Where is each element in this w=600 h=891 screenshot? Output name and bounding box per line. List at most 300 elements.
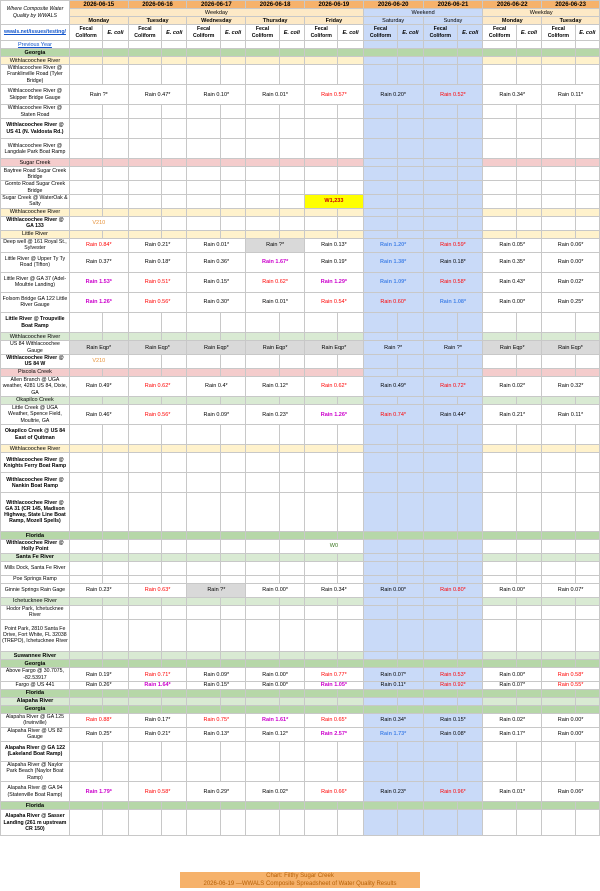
empty-cell	[69, 575, 102, 583]
empty-cell	[246, 652, 279, 660]
empty-cell	[162, 105, 187, 119]
empty-cell	[103, 159, 128, 167]
empty-cell	[69, 181, 102, 195]
empty-cell	[220, 689, 245, 697]
empty-cell	[103, 167, 128, 181]
rain-reading: Rain 1.29*	[305, 272, 364, 292]
rain-reading: Rain 0.96*	[423, 781, 483, 801]
empty-cell	[246, 445, 279, 453]
rain-reading: Rain 0.53*	[423, 668, 483, 682]
rain-reading: Rain 0.71*	[128, 668, 187, 682]
date-header: 2026-06-20	[363, 1, 423, 9]
empty-cell	[483, 689, 516, 697]
empty-cell	[516, 105, 541, 119]
empty-cell	[162, 181, 187, 195]
empty-cell	[128, 354, 161, 368]
rain-reading: Rain 0.32*	[542, 376, 600, 396]
empty-cell	[398, 333, 423, 341]
empty-cell	[423, 167, 457, 181]
empty-cell	[516, 368, 541, 376]
rain-reading: Rain 0.66*	[305, 781, 364, 801]
empty-cell	[483, 181, 516, 195]
rain-reading: Rain 0.21*	[483, 404, 542, 424]
rain-reading: Rain 0.54*	[305, 292, 364, 312]
empty-cell	[516, 445, 541, 453]
empty-cell	[483, 553, 516, 561]
empty-cell	[279, 473, 304, 493]
empty-cell	[575, 473, 599, 493]
empty-cell	[363, 741, 397, 761]
empty-cell	[458, 119, 483, 139]
waterbody-label: Little River	[1, 230, 70, 238]
empty-cell	[398, 741, 423, 761]
wwals-testing-link[interactable]: wwals.net/issues/testing/	[1, 25, 70, 41]
empty-cell	[398, 660, 423, 668]
empty-cell	[128, 195, 161, 209]
rain-reading: Rain Eqp*	[305, 341, 364, 355]
empty-cell	[483, 619, 516, 652]
empty-cell	[128, 553, 161, 561]
empty-cell	[220, 697, 245, 705]
empty-cell	[398, 425, 423, 445]
empty-cell	[338, 575, 363, 583]
empty-cell	[69, 65, 102, 85]
empty-cell	[423, 810, 457, 836]
empty-cell	[162, 159, 187, 167]
empty-cell	[305, 689, 338, 697]
empty-cell	[279, 105, 304, 119]
empty-cell	[162, 532, 187, 540]
empty-cell	[305, 453, 338, 473]
empty-cell	[458, 761, 483, 781]
rain-reading: Rain 0.46*	[69, 404, 128, 424]
rain-reading: Rain 0.77*	[305, 668, 364, 682]
empty-cell	[305, 425, 338, 445]
empty-cell	[220, 333, 245, 341]
empty-cell	[305, 761, 338, 781]
empty-cell	[220, 65, 245, 85]
empty-cell	[103, 660, 128, 668]
empty-cell	[187, 208, 220, 216]
empty-cell	[103, 532, 128, 540]
empty-cell	[516, 741, 541, 761]
empty-cell	[398, 575, 423, 583]
empty-cell	[458, 810, 483, 836]
empty-cell	[483, 57, 516, 65]
empty-cell	[338, 425, 363, 445]
empty-cell	[162, 313, 187, 333]
empty-cell	[398, 49, 423, 57]
rain-reading: Rain Eqp*	[483, 341, 542, 355]
rain-reading: Rain 1.79*	[69, 781, 128, 801]
empty-cell	[103, 575, 128, 583]
empty-cell	[187, 802, 220, 810]
empty-cell	[187, 597, 220, 605]
rain-reading: Rain Eqp*	[128, 341, 187, 355]
empty-cell	[516, 216, 541, 230]
empty-cell	[69, 532, 102, 540]
empty-cell	[69, 493, 102, 532]
empty-cell	[103, 705, 128, 713]
empty-cell	[483, 532, 516, 540]
empty-cell	[423, 396, 457, 404]
empty-cell	[363, 313, 397, 333]
empty-cell	[220, 453, 245, 473]
empty-cell	[220, 49, 245, 57]
empty-cell	[516, 354, 541, 368]
empty-cell	[69, 741, 102, 761]
site-label: Mills Dock, Santa Fe River	[1, 561, 70, 575]
empty-cell	[423, 354, 457, 368]
fecal-coliform-header: Fecal Coliform	[423, 25, 457, 41]
empty-cell	[398, 41, 423, 49]
empty-cell	[103, 333, 128, 341]
empty-cell	[162, 660, 187, 668]
day-header: Friday	[305, 17, 364, 25]
empty-cell	[187, 453, 220, 473]
empty-cell	[423, 333, 457, 341]
empty-cell	[279, 195, 304, 209]
empty-cell	[305, 810, 338, 836]
empty-cell	[103, 453, 128, 473]
empty-cell	[423, 453, 457, 473]
empty-cell	[305, 333, 338, 341]
site-label: Alapaha River @ GA 125 (Irwinville)	[1, 713, 70, 727]
empty-cell	[128, 660, 161, 668]
empty-cell	[220, 167, 245, 181]
empty-cell	[542, 41, 575, 49]
date-header: 2026-06-23	[542, 1, 600, 9]
fecal-coliform-header: Fecal Coliform	[69, 25, 102, 41]
empty-cell	[128, 159, 161, 167]
empty-cell	[187, 605, 220, 619]
empty-cell	[542, 195, 575, 209]
rain-reading: Rain 0.84*	[69, 238, 128, 252]
empty-cell	[220, 208, 245, 216]
region-label: Florida	[1, 532, 70, 540]
rain-reading: Rain Eqp*	[246, 341, 305, 355]
empty-cell	[398, 605, 423, 619]
empty-cell	[458, 139, 483, 159]
rain-reading: Rain 0.17*	[128, 713, 187, 727]
empty-cell	[458, 532, 483, 540]
empty-cell	[103, 368, 128, 376]
rain-reading: Rain Eqp*	[69, 341, 128, 355]
empty-cell	[305, 139, 338, 159]
empty-cell	[69, 605, 102, 619]
empty-cell	[516, 705, 541, 713]
empty-cell	[575, 619, 599, 652]
empty-cell	[363, 493, 397, 532]
empty-cell	[279, 553, 304, 561]
empty-cell	[162, 65, 187, 85]
empty-cell	[423, 553, 457, 561]
empty-cell	[187, 159, 220, 167]
empty-cell	[363, 453, 397, 473]
empty-cell	[423, 445, 457, 453]
empty-cell	[162, 705, 187, 713]
rain-reading: Rain 0.19*	[305, 252, 364, 272]
empty-cell	[69, 49, 102, 57]
empty-cell	[483, 49, 516, 57]
empty-cell	[363, 445, 397, 453]
ecoli-header: E. coli	[398, 25, 423, 41]
day-header: Wednesday	[187, 17, 246, 25]
empty-cell	[305, 368, 338, 376]
site-label: Alapaha River @ GA 122 (Lakeland Boat Ramp)	[1, 741, 70, 761]
empty-cell	[575, 597, 599, 605]
empty-cell	[69, 705, 102, 713]
empty-cell	[575, 561, 599, 575]
empty-cell	[363, 208, 397, 216]
empty-cell	[69, 697, 102, 705]
empty-cell	[103, 425, 128, 445]
ecoli-header: E. coli	[575, 25, 599, 41]
weekend-label: Weekend	[363, 9, 483, 17]
empty-cell	[246, 575, 279, 583]
empty-cell	[187, 368, 220, 376]
empty-cell	[220, 425, 245, 445]
empty-cell	[220, 368, 245, 376]
day-header: Monday	[483, 17, 542, 25]
empty-cell	[246, 605, 279, 619]
empty-cell	[128, 167, 161, 181]
empty-cell	[458, 208, 483, 216]
empty-cell	[575, 230, 599, 238]
empty-cell	[305, 57, 338, 65]
empty-cell	[128, 208, 161, 216]
rain-reading: Rain 0.11*	[542, 404, 600, 424]
empty-cell	[575, 208, 599, 216]
empty-cell	[246, 230, 279, 238]
empty-cell	[246, 540, 279, 554]
empty-cell	[363, 619, 397, 652]
empty-cell	[398, 561, 423, 575]
empty-cell	[128, 697, 161, 705]
waterbody-label: Alapaha River	[1, 697, 70, 705]
empty-cell	[246, 41, 279, 49]
empty-cell	[398, 761, 423, 781]
empty-cell	[187, 553, 220, 561]
empty-cell	[338, 368, 363, 376]
empty-cell	[338, 697, 363, 705]
empty-cell	[246, 741, 279, 761]
empty-cell	[220, 57, 245, 65]
empty-cell	[423, 208, 457, 216]
empty-cell	[516, 689, 541, 697]
rain-reading: Rain 0.05*	[483, 238, 542, 252]
empty-cell	[423, 195, 457, 209]
empty-cell	[338, 105, 363, 119]
empty-cell	[69, 561, 102, 575]
empty-cell	[338, 230, 363, 238]
empty-cell	[423, 561, 457, 575]
empty-cell	[69, 368, 102, 376]
empty-cell	[69, 660, 102, 668]
empty-cell	[542, 445, 575, 453]
empty-cell	[458, 159, 483, 167]
empty-cell	[220, 195, 245, 209]
empty-cell	[575, 41, 599, 49]
waterbody-label: Santa Fe River	[1, 553, 70, 561]
site-label: US 84 Withlacoochee Gauge	[1, 341, 70, 355]
empty-cell	[305, 230, 338, 238]
empty-cell	[128, 741, 161, 761]
region-label: Georgia	[1, 660, 70, 668]
empty-cell	[483, 473, 516, 493]
empty-cell	[483, 810, 516, 836]
rain-reading: Rain ?*	[187, 583, 246, 597]
empty-cell	[363, 705, 397, 713]
empty-cell	[516, 167, 541, 181]
empty-cell	[363, 532, 397, 540]
empty-cell	[187, 741, 220, 761]
date-header: 2026-06-21	[423, 1, 483, 9]
empty-cell	[128, 619, 161, 652]
empty-cell	[398, 65, 423, 85]
rain-reading: Rain 0.15*	[423, 713, 483, 727]
empty-cell	[246, 216, 279, 230]
empty-cell	[187, 575, 220, 583]
previous-year-link[interactable]: Previous Year	[1, 41, 70, 49]
empty-cell	[363, 575, 397, 583]
empty-cell	[575, 368, 599, 376]
empty-cell	[187, 540, 220, 554]
empty-cell	[220, 605, 245, 619]
empty-cell	[103, 652, 128, 660]
empty-cell	[516, 195, 541, 209]
empty-cell	[220, 652, 245, 660]
empty-cell	[187, 230, 220, 238]
empty-cell	[246, 105, 279, 119]
empty-cell	[542, 761, 575, 781]
empty-cell	[305, 575, 338, 583]
empty-cell	[69, 57, 102, 65]
empty-cell	[458, 333, 483, 341]
site-label: Above Fargo @ 30.7075, -82.53917	[1, 668, 70, 682]
empty-cell	[423, 119, 457, 139]
empty-cell	[246, 159, 279, 167]
empty-cell	[305, 445, 338, 453]
empty-cell	[187, 57, 220, 65]
empty-cell	[363, 354, 397, 368]
empty-cell	[187, 561, 220, 575]
empty-cell	[363, 540, 397, 554]
empty-cell	[305, 493, 338, 532]
rain-reading: Rain 0.43*	[483, 272, 542, 292]
rain-reading: Rain 0.01*	[246, 292, 305, 312]
empty-cell	[458, 802, 483, 810]
ecoli-header: E. coli	[279, 25, 304, 41]
empty-cell	[187, 41, 220, 49]
empty-cell	[128, 105, 161, 119]
empty-cell	[338, 333, 363, 341]
rain-reading: Rain 0.75*	[187, 713, 246, 727]
site-label: Poe Springs Ramp	[1, 575, 70, 583]
empty-cell	[423, 493, 457, 532]
empty-cell	[483, 208, 516, 216]
rain-reading: Rain 0.00*	[246, 668, 305, 682]
rain-reading: Rain 0.34*	[483, 85, 542, 105]
empty-cell	[338, 473, 363, 493]
empty-cell	[246, 313, 279, 333]
empty-cell	[128, 473, 161, 493]
empty-cell	[279, 697, 304, 705]
empty-cell	[128, 425, 161, 445]
empty-cell	[220, 119, 245, 139]
empty-cell	[162, 230, 187, 238]
rain-reading: Rain 0.23*	[363, 781, 423, 801]
empty-cell	[162, 119, 187, 139]
rain-reading: Rain 0.44*	[423, 404, 483, 424]
empty-cell	[542, 396, 575, 404]
rain-reading: Rain 0.10*	[187, 85, 246, 105]
empty-cell	[516, 453, 541, 473]
rain-reading: Rain 0.17*	[483, 727, 542, 741]
site-label: Little River @ Upper Ty Ty Road (Tifton)	[1, 252, 70, 272]
site-label: Alapaha River @ Sasser Landing (261 m upstream CR 150)	[1, 810, 70, 836]
empty-cell	[128, 532, 161, 540]
rain-reading: Rain 0.13*	[305, 238, 364, 252]
waterbody-label: Suwannee River	[1, 652, 70, 660]
empty-cell	[363, 216, 397, 230]
empty-cell	[338, 652, 363, 660]
empty-cell	[458, 575, 483, 583]
empty-cell	[279, 453, 304, 473]
empty-cell	[305, 741, 338, 761]
empty-cell	[575, 540, 599, 554]
site-label: Withlacoochee River @ GA 31 (CR 145, Madison Highway, State Line Boat Ramp, Mozell Spells)	[1, 493, 70, 532]
empty-cell	[575, 445, 599, 453]
empty-cell	[458, 195, 483, 209]
empty-cell	[128, 313, 161, 333]
empty-cell	[338, 741, 363, 761]
empty-cell	[516, 139, 541, 159]
rain-reading: Rain 0.07*	[363, 668, 423, 682]
empty-cell	[162, 368, 187, 376]
empty-cell	[542, 159, 575, 167]
empty-cell	[246, 208, 279, 216]
empty-cell	[423, 139, 457, 159]
empty-cell	[458, 453, 483, 473]
date-header: 2026-06-18	[246, 1, 305, 9]
empty-cell	[246, 368, 279, 376]
rain-reading: Rain 0.02*	[246, 781, 305, 801]
rain-reading: Rain 0.49*	[69, 376, 128, 396]
empty-cell	[187, 619, 220, 652]
empty-cell	[279, 333, 304, 341]
empty-cell	[483, 540, 516, 554]
rain-reading: Rain 0.01*	[246, 85, 305, 105]
empty-cell	[575, 605, 599, 619]
empty-cell	[162, 553, 187, 561]
empty-cell	[542, 354, 575, 368]
empty-cell	[398, 57, 423, 65]
empty-cell	[575, 553, 599, 561]
empty-cell	[220, 705, 245, 713]
empty-cell	[162, 167, 187, 181]
rain-reading: Rain 0.11*	[542, 85, 600, 105]
empty-cell	[423, 181, 457, 195]
empty-cell	[220, 741, 245, 761]
empty-cell	[69, 810, 102, 836]
rain-reading: Rain 0.26*	[69, 681, 128, 689]
empty-cell	[575, 167, 599, 181]
empty-cell	[128, 453, 161, 473]
empty-cell	[246, 705, 279, 713]
empty-cell	[220, 216, 245, 230]
empty-cell	[542, 105, 575, 119]
